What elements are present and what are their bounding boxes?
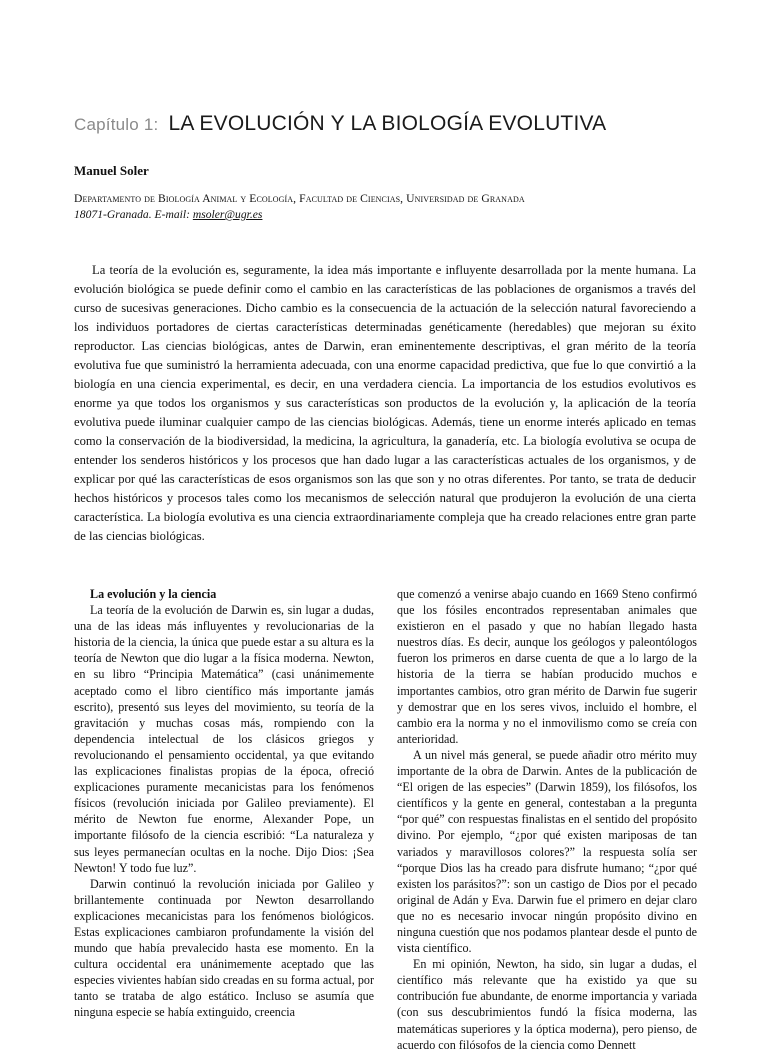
left-paragraph-2: Darwin continuó la revolución iniciada por Galileo y brillantemente continuada por Newton desarrollando explicaciones mecanicistas para los fenómenos biológicos. Estas explicaciones cambiaron profundamente la visión del mundo que había prevalecido hasta ese momento. En la cultura occidental era unánimemente aceptado que las especies vivientes habían sido creadas en su forma actual, por tanto se trataba de algo estático. Incluso se asumía que ninguna especie se había extinguido, creencia [74,876,374,1020]
affiliation-block [74,191,714,223]
section-title: La evolución y la ciencia [90,587,217,601]
author-name: Manuel Soler [74,163,149,178]
right-paragraph-3: En mi opinión, Newton, ha sido, sin lugar a dudas, el científico más relevante que ha existido ya que su contribución fue abundante, de enorme importancia y variada (con sus descubrimientos fundó la física moderna, las matemáticas superiores y la óptica moderna), pero pienso, de acuerdo con filósofos de la ciencia como Dennett [397,957,697,1052]
affiliation: Departamento de Biología Animal y Ecología, Facultad de Ciencias, Universidad de Granada [74,192,525,205]
left-paragraph-1: La teoría de la evolución de Darwin es, sin lugar a dudas, una de las ideas más influyentes y revolucionarias de la historia de la ciencia, la única que puede estar a su altura es la teoría de Newton que dio lugar a la física moderna. Newton, en su libro “Principia Matemática” (casi unánimemente aceptado como el libro científico más importante jamás escrito), presentó sus leyes del movimiento, su teoría de la gravitación y muchas cosas más, rompiendo con la dependencia intelectual de los clásicos griegos y revolucionando el pensamiento occidental, ya que evitando las explicaciones finalistas propias de la época, ofreció explicaciones puramente mecanicistas para los fenómenos físicos (revolución iniciada por Galileo previamente). El mérito de Newton fue enorme, Alexander Pope, un importante filósofo de la ciencia escribió: “La naturaleza y sus leyes permanecían ocultas en la noche. Dijo Dios: ¡Sea Newton! Y todo fue luz”. [74,603,374,875]
email-link[interactable]: msoler@ugr.es [192,208,263,221]
chapter-heading [74,112,714,136]
left-column [74,586,374,1021]
address-line [74,207,714,223]
address: 18071-Granada. E-mail: [74,208,193,221]
right-paragraph-2: A un nivel más general, se puede añadir otro mérito muy importante de la obra de Darwin. Antes de la publicación de “El origen de las especies” (Darwin 1859), los filósofos, los científicos y la gente en general, contestaban a la pregunta “por qué” con respuestas finalistas en el sentido del propósito divino. Por ejemplo, “¿por qué existen mariposas de tan variados y maravillosos colores?” la respuesta solía ser “porque Dios las ha creado para disfrute humano; “¿por qué existen los parásitos?”: son un castigo de Dios por el pecado original de Adán y Eva. Darwin fue el primero en dejar claro que no es necesario invocar ningún propósito divino en ninguna cuestión que nos podamos plantear desde el punto de vista científico. [397,747,697,956]
right-column [397,586,697,1053]
chapter-title: LA EVOLUCIÓN Y LA BIOLOGÍA EVOLUTIVA [168,112,607,135]
chapter-label: Capítulo 1: [74,115,159,134]
abstract-paragraph: La teoría de la evolución es, seguramente, la idea más importante e influyente desarrollada por la mente humana. La evolución biológica se puede definir como el cambio en las características de las poblaciones de organismos a través del curso de sucesivas generaciones. Dicho cambio es la consecuencia de la actuación de la selección natural favoreciendo a los individuos portadores de ciertas características determinadas genéticamente (heredables) que mejoran su éxito reproductor. Las ciencias biológicas, antes de Darwin, eran eminentemente descriptivas, el gran mérito de la teoría evolutiva fue que suministró la herramienta adecuada, con una enorme capacidad predictiva, que fue lo que convirtió a la biología en una ciencia experimental, es decir, en una verdadera ciencia. La importancia de los estudios evolutivos es enorme ya que todos los organismos y sus características son productos de la evolución y, la aplicación de la teoría evolutiva puede iluminar cualquier campo de las ciencias biológicas. Además, tiene un enorme interés aplicado en temas como la conservación de la biodiversidad, la medicina, la agricultura, la ganadería, etc. La biología evolutiva se ocupa de entender los senderos históricos y los procesos que han dado lugar a las características actuales de los organismos, y de explicar por qué las características de esos organismos son las que son y no otras diferentes. Por tanto, se trata de deducir hechos históricos y procesos tales como los mecanismos de selección natural que produjeron la evolución de una cierta característica. La biología evolutiva es una ciencia extraordinariamente compleja que ha creado relaciones entre gran parte de las ciencias biológicas. [74,263,696,543]
right-paragraph-1: que comenzó a venirse abajo cuando en 1669 Steno confirmó que los fósiles encontrados representaban animales que existieron en el pasado y que no habían llegado hasta nuestros días. Es decir, aunque los geólogos y paleontólogos fueron los primeros en darse cuenta de que a lo largo de la historia de la tierra se habían producido muchos e importantes cambios, otro gran mérito de Darwin fue sugerir y demostrar que en los seres vivos, incluido el hombre, el cambio era la norma y no el inmovilismo como se creía con anterioridad. [397,587,697,746]
